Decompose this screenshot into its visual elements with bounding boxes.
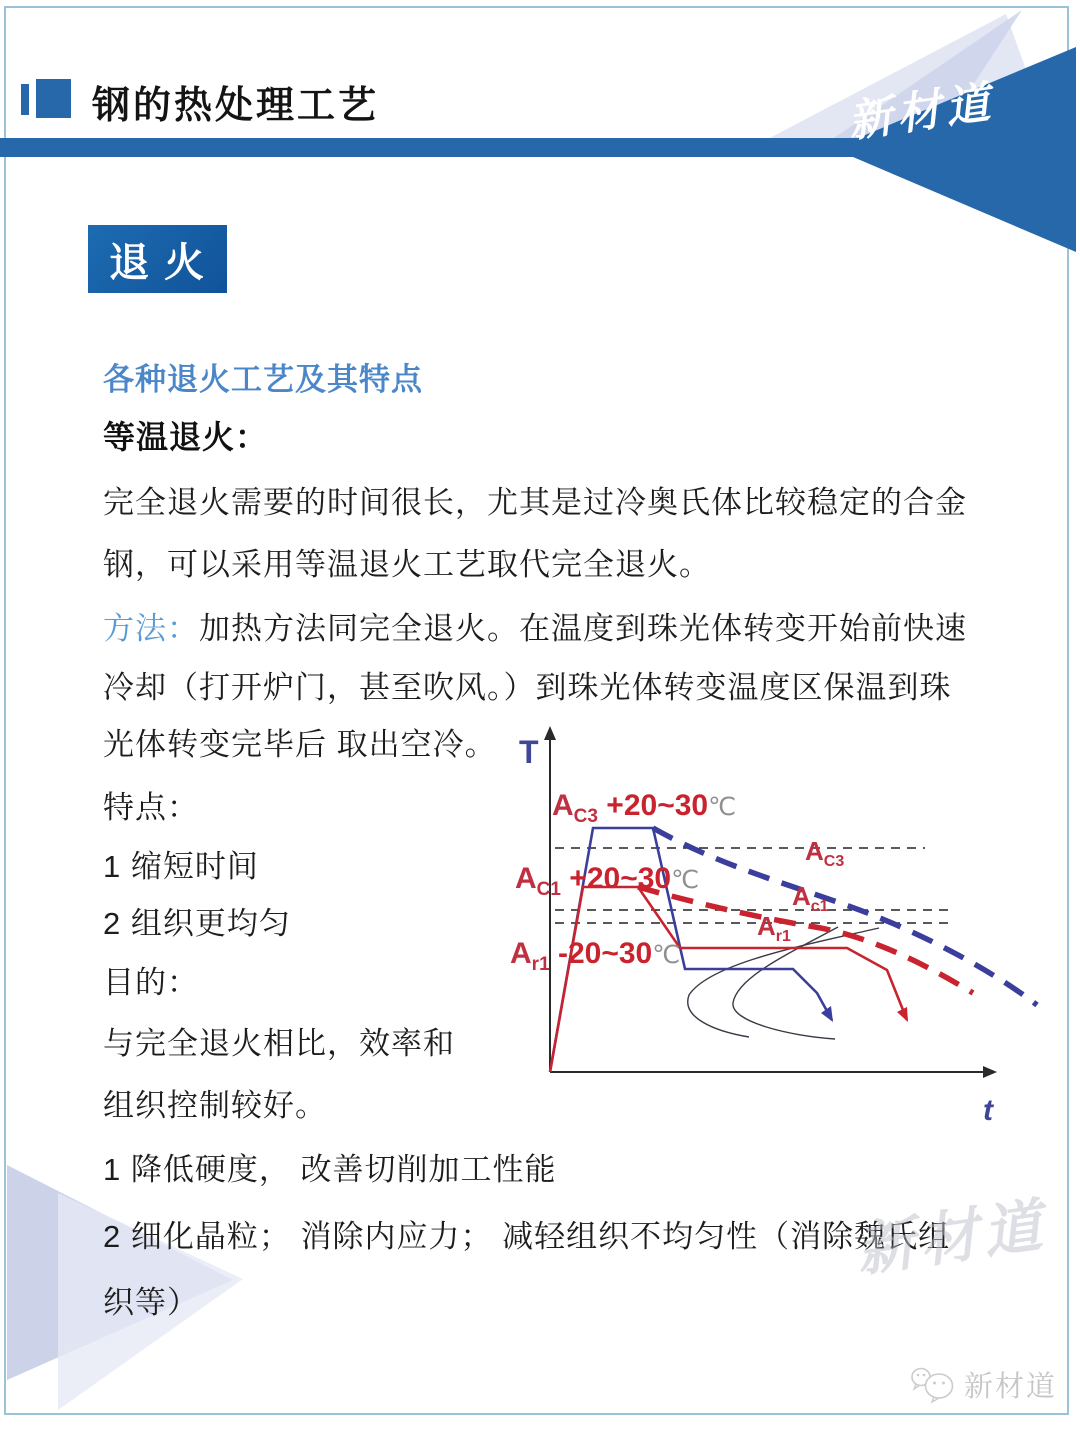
- purpose-label: 目的：: [103, 965, 199, 1000]
- red-isothermal-curve: [550, 887, 907, 1072]
- section-badge-annealing: 退 火: [88, 225, 227, 293]
- feature-item-1: 1 缩短时间: [103, 849, 259, 884]
- page-title: 钢的热处理工艺: [92, 85, 380, 127]
- features-label: 特点：: [103, 790, 199, 825]
- intro-line-2: 钢，可以采用等温退火工艺取代完全退火。: [103, 547, 711, 582]
- y-axis-label: T: [519, 734, 539, 770]
- brand-logo-text: 新材道: [845, 77, 998, 147]
- title-accent-bar-icon: [21, 84, 29, 115]
- method-text-1: 加热方法同完全退火。在温度到珠光体转变开始前快速: [199, 611, 967, 646]
- label-ac1-plus: AC1 +20~30℃: [515, 862, 700, 900]
- method-line-2: 冷却（打开炉门，甚至吹风。）到珠光体转变温度区保温到珠: [103, 670, 952, 705]
- method-line-3: 光体转变完毕后 取出空冷。: [103, 727, 497, 762]
- label-ar1-minus: Ar1 -20~30℃: [510, 937, 681, 975]
- label-ar1-line: Ar1: [757, 911, 791, 945]
- annealing-temperature-time-diagram: [505, 723, 1080, 1138]
- article-subheading: 等温退火：: [103, 419, 269, 455]
- benefit-line-2: 2 细化晶粒； 消除内应力； 减轻组织不均匀性（消除魏氏组: [103, 1219, 951, 1254]
- feature-item-2: 2 组织更均匀: [103, 906, 291, 941]
- intro-line-1: 完全退火需要的时间很长，尤其是过冷奥氏体比较稳定的合金: [103, 485, 967, 520]
- footer-brand-text: 新材道: [964, 1370, 1058, 1403]
- y-axis-arrow-icon: [544, 726, 556, 740]
- x-axis-label: t: [983, 1094, 993, 1127]
- brand-watermark: 新材道: [852, 1192, 1052, 1284]
- chat-bubbles-logo-icon: [908, 1362, 958, 1406]
- blue-furnace-cool-dashed-curve: [653, 828, 1037, 1005]
- benefit-line-3: 织等）: [103, 1285, 199, 1320]
- method-line-1: [103, 603, 967, 648]
- red-curve-arrow-icon: [897, 1007, 908, 1022]
- label-ac3-plus: AC3 +20~30℃: [552, 789, 737, 827]
- article-heading: 各种退火工艺及其特点: [103, 362, 423, 397]
- x-axis-arrow-icon: [983, 1066, 997, 1078]
- method-label: 方法：: [103, 611, 199, 646]
- label-ac3-line: AC3: [805, 836, 845, 870]
- label-ac1-line: Ac1: [792, 881, 829, 915]
- purpose-line-1: 与完全退火相比，效率和: [103, 1026, 455, 1061]
- title-accent-square-icon: [36, 79, 71, 118]
- benefit-line-1: 1 降低硬度， 改善切削加工性能: [103, 1152, 557, 1187]
- purpose-line-2: 组织控制较好。: [103, 1088, 327, 1123]
- footer-brand: [908, 1362, 1057, 1406]
